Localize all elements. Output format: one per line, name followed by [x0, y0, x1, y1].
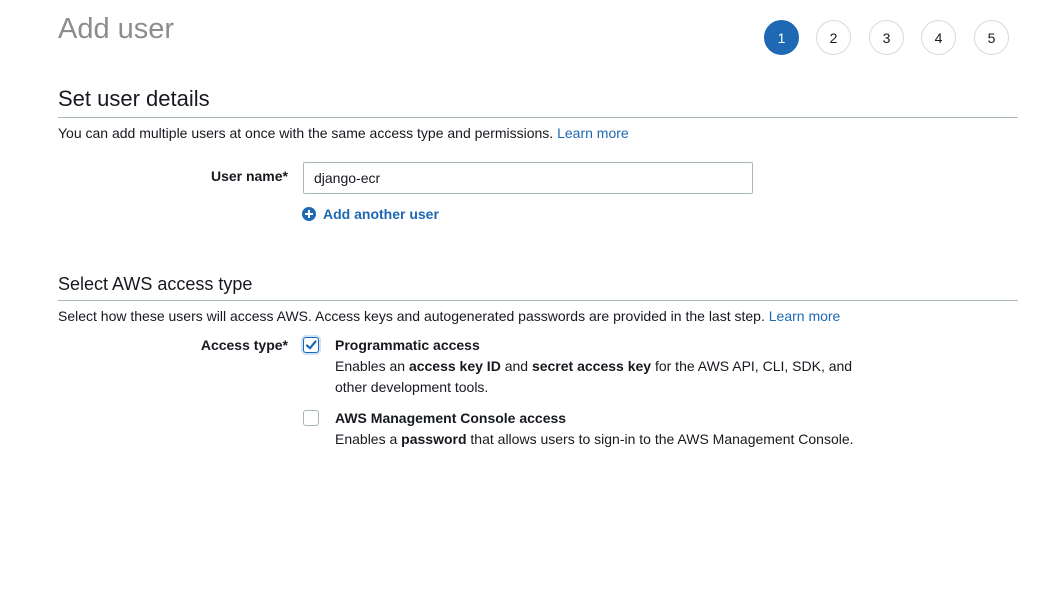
- user-name-label: User name*: [210, 168, 288, 184]
- access-type-description-text: Select how these users will access AWS. Access keys and autogenerated passwords are provided in the last step.: [58, 308, 765, 324]
- add-another-user-label: Add another user: [323, 206, 439, 222]
- section-divider: [58, 117, 1018, 118]
- section-divider: [58, 300, 1018, 301]
- checkmark-icon: [305, 339, 317, 351]
- access-type-description: [58, 308, 840, 324]
- step-2[interactable]: 2: [816, 20, 851, 55]
- access-type-label: Access type*: [200, 337, 288, 353]
- user-name-input[interactable]: [303, 162, 753, 194]
- section-title-access-type: Select AWS access type: [58, 274, 253, 294]
- console-access-description: Enables a password that allows users to sign-in to the AWS Management Console.: [335, 431, 854, 447]
- section-title-user-details: Set user details: [58, 86, 210, 111]
- programmatic-access-checkbox[interactable]: [303, 337, 319, 353]
- step-1[interactable]: 1: [764, 20, 799, 55]
- learn-more-link[interactable]: Learn more: [557, 125, 629, 141]
- step-5[interactable]: 5: [974, 20, 1009, 55]
- programmatic-access-title: Programmatic access: [335, 337, 480, 353]
- step-3[interactable]: 3: [869, 20, 904, 55]
- page-title: Add user: [58, 13, 175, 45]
- plus-circle-icon: [302, 207, 316, 221]
- user-details-description: [58, 125, 629, 141]
- user-details-description-text: You can add multiple users at once with the same access type and permissions.: [58, 125, 554, 141]
- console-access-title: AWS Management Console access: [335, 410, 567, 426]
- programmatic-access-description: Enables an access key ID and secret access key for the AWS API, CLI, SDK, and other development tools.: [335, 358, 853, 395]
- add-another-user-button[interactable]: [302, 206, 439, 222]
- learn-more-link[interactable]: Learn more: [768, 308, 841, 324]
- step-4[interactable]: 4: [921, 20, 956, 55]
- console-access-checkbox[interactable]: [303, 410, 319, 426]
